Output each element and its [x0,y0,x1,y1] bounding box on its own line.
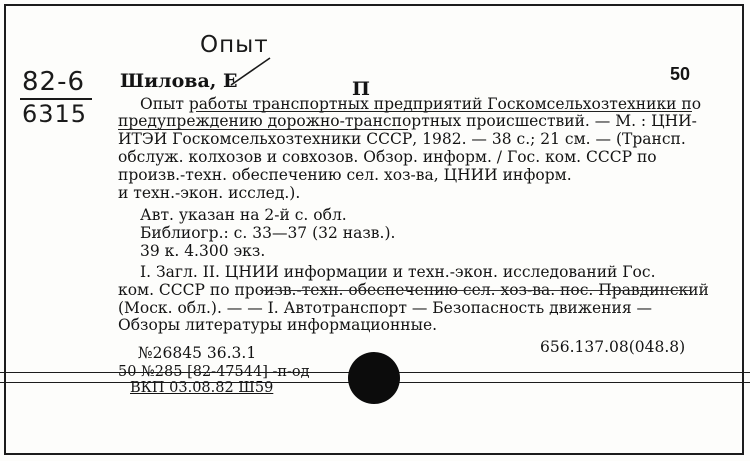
punch-hole [348,352,400,404]
printing-info: 50 №285 [82-47544] -п-од [118,364,310,380]
index-letter: П [352,78,370,100]
body-line: произв.-техн. обеспечению сел. хоз-ва, ЦНИИ информ. [118,166,572,184]
body-line: предупреждению дорожно-транспортных происшествий. — М. : ЦНИ- [118,112,697,130]
udc-classification: 656.137.08(048.8) [540,338,686,356]
note-line: 39 к. 4.300 экз. [140,242,266,260]
author-heading: Шилова, Е [120,70,238,92]
handwritten-shelf-code-bottom: 6315 [22,100,88,128]
body-line: обслуж. колхозов и совхозов. Обзор. информ. / Гос. ком. СССР по [118,148,657,166]
title-underline [118,129,408,130]
handwritten-title-note: Опыт [200,32,269,58]
body-line: Опыт работы транспортных предприятий Госкомсельхозтехники по [140,95,702,113]
note-line: Авт. указан на 2-й с. обл. [140,206,347,224]
tracing-line: (Моск. обл.). — — I. Автотранспорт — Безопасность движения — [118,299,653,317]
note-line: Библиогр.: с. 33—37 (32 назв.). [140,224,396,242]
card-number: 50 [670,64,691,84]
body-line: ИТЭИ Госкомсельхозтехники СССР, 1982. — 38 с.; 21 см. — (Трансп. [118,130,686,148]
vkp-stamp: ВКП 03.08.82 Ш59 [130,380,274,396]
tracing-line: I. Загл. II. ЦНИИ информации и техн.-экон. исследований Гос. [140,263,656,281]
strike-line [260,290,690,291]
tracing-line: ком. СССР по произв.-техн. обеспечению сел. хоз-ва. пос. Правдинский [118,281,709,299]
order-number: №26845 36.3.1 [138,344,257,362]
handwritten-shelf-code-top: 82-6 [22,67,86,97]
title-underline [196,111,692,112]
body-line: и техн.-экон. исслед.). [118,184,301,202]
tracing-line: Обзоры литературы информационные. [118,316,438,334]
